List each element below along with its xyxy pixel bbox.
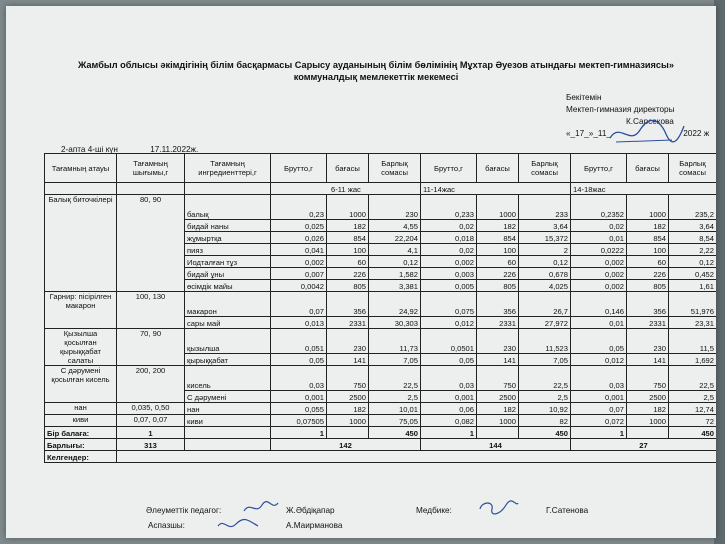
menu-table xyxy=(44,153,716,463)
value-cell: 182 xyxy=(327,220,369,232)
value-cell: 0,233 xyxy=(421,195,477,220)
title-line-2: коммуналдық мемлекеттік мекемесі xyxy=(293,72,459,82)
table-cell xyxy=(627,427,669,439)
value-cell: 2500 xyxy=(327,391,369,403)
value-cell: 0,072 xyxy=(571,415,627,427)
value-cell: 1000 xyxy=(327,415,369,427)
value-cell: 60 xyxy=(327,256,369,268)
value-cell: 0,001 xyxy=(421,391,477,403)
per-child-label: Бір балаға: xyxy=(45,427,117,439)
value-cell: 0,012 xyxy=(571,354,627,366)
approval-line-1: Бекітемін xyxy=(566,93,602,102)
cook-signature xyxy=(216,516,260,534)
value-cell: 72 xyxy=(669,415,717,427)
value-cell: 0,0501 xyxy=(421,329,477,354)
table-row xyxy=(45,292,717,317)
value-cell: 235,2 xyxy=(669,195,717,220)
age-group-label: 14-18жас xyxy=(571,183,717,195)
value-cell: 27,972 xyxy=(519,317,571,329)
value-cell: 0,002 xyxy=(571,268,627,280)
value-cell: 7,05 xyxy=(519,354,571,366)
value-cell: 0,041 xyxy=(271,244,327,256)
value-cell: 12,74 xyxy=(669,403,717,415)
value-cell: 1000 xyxy=(627,195,669,220)
nurse-signature xyxy=(476,499,520,517)
value-cell: 3,64 xyxy=(669,220,717,232)
column-header: Тағамның шығымы,г xyxy=(117,154,185,183)
value-cell: 230 xyxy=(369,195,421,220)
value-cell: 0,003 xyxy=(421,268,477,280)
value-cell: 0,0222 xyxy=(571,244,627,256)
present-label: Барлығы: xyxy=(45,439,117,451)
value-cell: 100 xyxy=(627,244,669,256)
value-cell: 60 xyxy=(627,256,669,268)
value-cell: 0,07505 xyxy=(271,415,327,427)
column-header: Тағамның атауы xyxy=(45,154,117,183)
value-cell: 226 xyxy=(627,268,669,280)
value-cell: 22,5 xyxy=(669,366,717,391)
value-cell: 854 xyxy=(327,232,369,244)
ingredient-name: қызылша xyxy=(185,329,271,354)
column-header: бағасы xyxy=(327,154,369,183)
value-cell: 182 xyxy=(477,220,519,232)
value-cell: 4,55 xyxy=(369,220,421,232)
value-cell: 0,07 xyxy=(271,292,327,317)
value-cell: 22,204 xyxy=(369,232,421,244)
value-cell: 75,05 xyxy=(369,415,421,427)
value-cell: 2500 xyxy=(477,391,519,403)
dish-yield: 100, 130 xyxy=(117,292,185,329)
dish-name: нан xyxy=(45,403,117,415)
value-cell: 60 xyxy=(477,256,519,268)
value-cell: 854 xyxy=(627,232,669,244)
table-cell xyxy=(45,183,117,195)
ingredient-name: нан xyxy=(185,403,271,415)
value-cell: 1 xyxy=(117,427,185,439)
table-cell xyxy=(327,427,369,439)
value-cell: 356 xyxy=(327,292,369,317)
value-cell: 142 xyxy=(271,439,421,451)
dish-name: Гарнир: пісірілген макарон xyxy=(45,292,117,329)
table-cell xyxy=(185,439,271,451)
table-row xyxy=(45,366,717,391)
value-cell: 0,012 xyxy=(421,317,477,329)
value-cell: 0,12 xyxy=(369,256,421,268)
value-cell: 1000 xyxy=(477,195,519,220)
approval-name: К.Сарсекова xyxy=(626,117,674,126)
value-cell: 2331 xyxy=(327,317,369,329)
value-cell: 0,23 xyxy=(271,195,327,220)
dish-name: С дәрумені қосылған кисель xyxy=(45,366,117,403)
value-cell: 0,12 xyxy=(669,256,717,268)
value-cell: 0,051 xyxy=(271,329,327,354)
value-cell: 0,02 xyxy=(421,244,477,256)
value-cell: 2,5 xyxy=(519,391,571,403)
value-cell: 0,026 xyxy=(271,232,327,244)
document-title xyxy=(46,59,706,83)
arrived-label: Келгендер: xyxy=(45,451,117,463)
value-cell: 0,005 xyxy=(421,280,477,292)
ingredient-name: бидай наны xyxy=(185,220,271,232)
column-header: Брутто,г xyxy=(421,154,477,183)
value-cell: 182 xyxy=(327,403,369,415)
value-cell: 0,02 xyxy=(421,220,477,232)
value-cell: 0,075 xyxy=(421,292,477,317)
column-header: Барлық сомасы xyxy=(519,154,571,183)
value-cell: 182 xyxy=(627,403,669,415)
value-cell: 11,73 xyxy=(369,329,421,354)
value-cell: 2331 xyxy=(627,317,669,329)
pedagog-label: Әлеуметтік педагог: xyxy=(146,506,222,515)
present-row xyxy=(45,439,717,451)
value-cell: 0,002 xyxy=(571,280,627,292)
value-cell: 1 xyxy=(421,427,477,439)
value-cell: 11,523 xyxy=(519,329,571,354)
ingredient-name: бидай ұны xyxy=(185,268,271,280)
value-cell: 182 xyxy=(477,403,519,415)
value-cell: 0,002 xyxy=(271,256,327,268)
dish-yield: 200, 200 xyxy=(117,366,185,403)
column-header: Брутто,г xyxy=(571,154,627,183)
value-cell: 10,92 xyxy=(519,403,571,415)
value-cell: 11,5 xyxy=(669,329,717,354)
header-row xyxy=(45,154,717,183)
value-cell: 1000 xyxy=(477,415,519,427)
value-cell: 8,54 xyxy=(669,232,717,244)
table-cell xyxy=(185,427,271,439)
value-cell: 805 xyxy=(477,280,519,292)
table-cell xyxy=(117,183,185,195)
column-header: бағасы xyxy=(627,154,669,183)
value-cell: 0,025 xyxy=(271,220,327,232)
value-cell: 0,01 xyxy=(571,317,627,329)
table-row xyxy=(45,195,717,220)
footer-row-2 xyxy=(146,518,706,533)
value-cell: 450 xyxy=(669,427,717,439)
value-cell: 27 xyxy=(571,439,717,451)
value-cell: 26,7 xyxy=(519,292,571,317)
value-cell: 0,03 xyxy=(571,366,627,391)
value-cell: 0,02 xyxy=(571,220,627,232)
table-cell xyxy=(477,427,519,439)
value-cell: 141 xyxy=(627,354,669,366)
value-cell: 230 xyxy=(477,329,519,354)
pedagog-name: Ж.Әбдіқапар xyxy=(286,506,335,515)
value-cell: 2,5 xyxy=(669,391,717,403)
value-cell: 230 xyxy=(327,329,369,354)
table-body xyxy=(45,183,717,463)
value-cell: 10,01 xyxy=(369,403,421,415)
value-cell: 0,002 xyxy=(421,256,477,268)
value-cell: 22,5 xyxy=(519,366,571,391)
value-cell: 1,61 xyxy=(669,280,717,292)
table-row xyxy=(45,329,717,354)
table-header xyxy=(45,154,717,183)
per-child-row xyxy=(45,427,717,439)
value-cell: 0,07 xyxy=(571,403,627,415)
table-row xyxy=(45,403,717,415)
nurse-label: Медбике: xyxy=(416,506,452,515)
value-cell: 4,025 xyxy=(519,280,571,292)
column-header: Тағамның ингредиенттері,г xyxy=(185,154,271,183)
value-cell: 0,05 xyxy=(421,354,477,366)
dish-name: Қызылша қосылған қырыққабат салаты xyxy=(45,329,117,366)
value-cell: 1000 xyxy=(327,195,369,220)
value-cell: 313 xyxy=(117,439,185,451)
value-cell: 144 xyxy=(421,439,571,451)
ingredient-name: балық xyxy=(185,195,271,220)
ingredient-name: киви xyxy=(185,415,271,427)
pedagog-signature xyxy=(242,499,280,517)
value-cell: 51,976 xyxy=(669,292,717,317)
column-header: Барлық сомасы xyxy=(369,154,421,183)
value-cell: 1 xyxy=(571,427,627,439)
dish-yield: 80, 90 xyxy=(117,195,185,292)
value-cell: 450 xyxy=(519,427,571,439)
ingredient-name: өсімдік майы xyxy=(185,280,271,292)
value-cell: 0,007 xyxy=(271,268,327,280)
value-cell: 854 xyxy=(477,232,519,244)
ingredient-name: макарон xyxy=(185,292,271,317)
value-cell: 0,12 xyxy=(519,256,571,268)
week-day: 2-апта 4-ші күн xyxy=(61,145,118,154)
value-cell: 0,01 xyxy=(571,232,627,244)
table-row xyxy=(45,415,717,427)
column-header: бағасы xyxy=(477,154,519,183)
value-cell: 2,5 xyxy=(369,391,421,403)
value-cell: 0,03 xyxy=(421,366,477,391)
column-header: Брутто,г xyxy=(271,154,327,183)
age-group-label: 6-11 жас xyxy=(271,183,421,195)
value-cell: 30,303 xyxy=(369,317,421,329)
approval-line-2: Мектеп-гимназия директоры xyxy=(566,105,675,114)
dish-yield: 0,035, 0,50 xyxy=(117,403,185,415)
value-cell: 1,692 xyxy=(669,354,717,366)
document-sheet xyxy=(6,6,716,538)
ingredient-name: қырыққабат xyxy=(185,354,271,366)
value-cell: 2500 xyxy=(627,391,669,403)
value-cell: 0,018 xyxy=(421,232,477,244)
value-cell: 2,22 xyxy=(669,244,717,256)
value-cell: 226 xyxy=(477,268,519,280)
value-cell: 805 xyxy=(627,280,669,292)
approval-date: «_17_»_11_ xyxy=(566,129,611,138)
ingredient-name: Иодталған тұз xyxy=(185,256,271,268)
value-cell: 7,05 xyxy=(369,354,421,366)
value-cell: 0,146 xyxy=(571,292,627,317)
value-cell: 82 xyxy=(519,415,571,427)
value-cell: 0,001 xyxy=(271,391,327,403)
value-cell: 450 xyxy=(369,427,421,439)
value-cell: 0,452 xyxy=(669,268,717,280)
value-cell: 100 xyxy=(327,244,369,256)
signatures-footer xyxy=(146,503,706,533)
value-cell: 0,082 xyxy=(421,415,477,427)
cook-name: А.Маирманова xyxy=(286,521,343,530)
ingredient-name: С дәрумені xyxy=(185,391,271,403)
title-line-1: Жамбыл облысы әкімдігінің білім басқармасы Сарысу ауданының білім бөлімінің Мұхтар Әуезов атындағы мектеп-гимназиясы» xyxy=(78,60,674,70)
approval-year: 2022 ж xyxy=(683,129,710,138)
value-cell: 356 xyxy=(627,292,669,317)
value-cell: 0,05 xyxy=(571,329,627,354)
age-group-row xyxy=(45,183,717,195)
value-cell: 0,06 xyxy=(421,403,477,415)
value-cell: 0,002 xyxy=(571,256,627,268)
director-signature xyxy=(606,116,686,148)
value-cell: 0,2352 xyxy=(571,195,627,220)
dish-name: Балық биточкілері xyxy=(45,195,117,292)
value-cell: 1000 xyxy=(627,415,669,427)
table-cell xyxy=(117,451,717,463)
value-cell: 3,381 xyxy=(369,280,421,292)
value-cell: 750 xyxy=(477,366,519,391)
value-cell: 0,03 xyxy=(271,366,327,391)
nurse-name: Г.Сатенова xyxy=(546,506,589,515)
arrived-row xyxy=(45,451,717,463)
value-cell: 0,678 xyxy=(519,268,571,280)
value-cell: 23,31 xyxy=(669,317,717,329)
value-cell: 0,05 xyxy=(271,354,327,366)
value-cell: 1 xyxy=(271,427,327,439)
table-cell xyxy=(185,183,271,195)
value-cell: 226 xyxy=(327,268,369,280)
value-cell: 182 xyxy=(627,220,669,232)
value-cell: 2 xyxy=(519,244,571,256)
dish-name: киви xyxy=(45,415,117,427)
value-cell: 750 xyxy=(327,366,369,391)
value-cell: 22,5 xyxy=(369,366,421,391)
ingredient-name: жұмыртқа xyxy=(185,232,271,244)
value-cell: 141 xyxy=(477,354,519,366)
value-cell: 1,582 xyxy=(369,268,421,280)
value-cell: 141 xyxy=(327,354,369,366)
age-group-label: 11-14жас xyxy=(421,183,571,195)
value-cell: 233 xyxy=(519,195,571,220)
menu-date: 17.11.2022ж. xyxy=(150,145,199,154)
value-cell: 0,055 xyxy=(271,403,327,415)
ingredient-name: сары май xyxy=(185,317,271,329)
dish-yield: 70, 90 xyxy=(117,329,185,366)
value-cell: 3,64 xyxy=(519,220,571,232)
value-cell: 0,0042 xyxy=(271,280,327,292)
ingredient-name: пияз xyxy=(185,244,271,256)
value-cell: 4,1 xyxy=(369,244,421,256)
column-header: Барлық сомасы xyxy=(669,154,717,183)
value-cell: 230 xyxy=(627,329,669,354)
value-cell: 356 xyxy=(477,292,519,317)
value-cell: 100 xyxy=(477,244,519,256)
value-cell: 2331 xyxy=(477,317,519,329)
value-cell: 24,92 xyxy=(369,292,421,317)
value-cell: 15,372 xyxy=(519,232,571,244)
value-cell: 805 xyxy=(327,280,369,292)
cook-label: Аспазшы: xyxy=(148,521,185,530)
value-cell: 750 xyxy=(627,366,669,391)
dish-yield: 0,07, 0,07 xyxy=(117,415,185,427)
value-cell: 0,013 xyxy=(271,317,327,329)
value-cell: 0,001 xyxy=(571,391,627,403)
ingredient-name: кисель xyxy=(185,366,271,391)
